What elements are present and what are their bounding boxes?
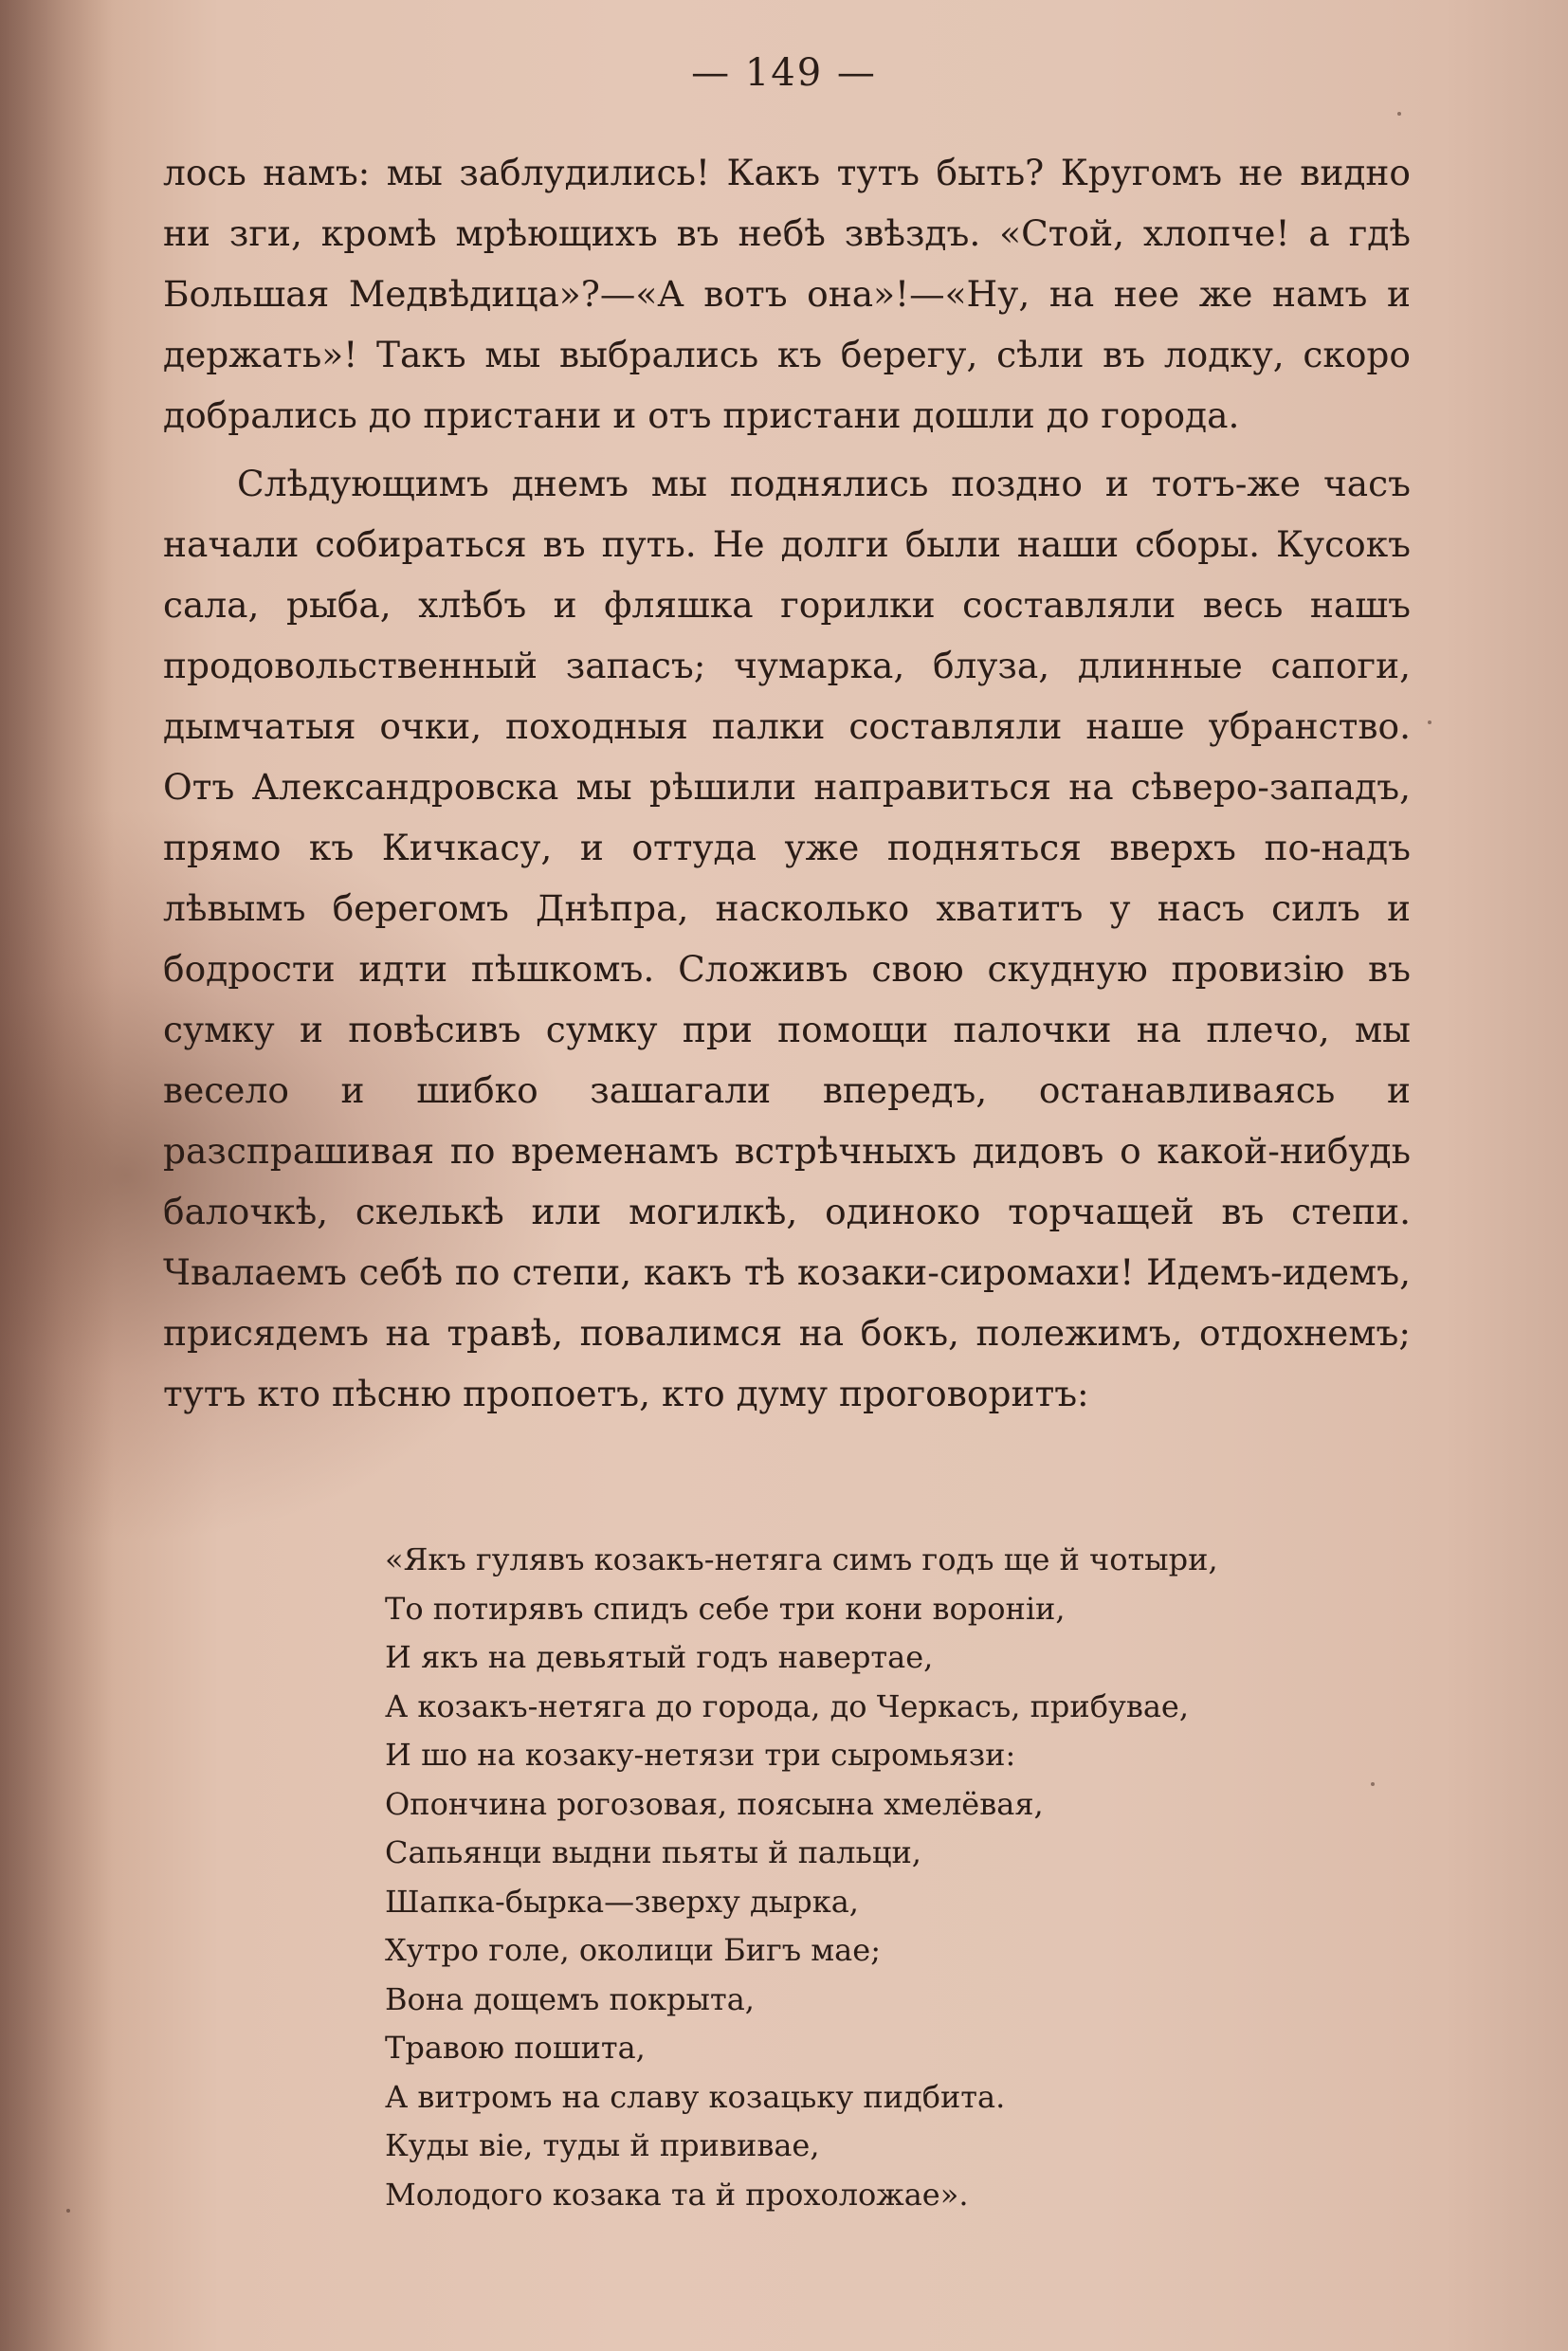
poem-block: [385, 1536, 1428, 2219]
poem-line: А витромъ на славу козацьку пидбита.: [385, 2078, 1006, 2115]
paper-speck: [66, 2209, 70, 2213]
poem-line: То потирявъ спидъ себе три кони воронiи,: [385, 1590, 1066, 1627]
poem-line: И якъ на девьятый годъ навертае,: [385, 1639, 934, 1675]
poem-line: Молодого козака та й прохоложае».: [385, 2176, 969, 2213]
poem-line: Сапьянци выдни пьяты й пальци,: [385, 1834, 921, 1870]
paragraph-journey: Слѣдующимъ днемъ мы поднялись поздно и тотъ-же часъ начали собираться въ путь. Не долги были наши сборы. Кусокъ сала, рыба, хлѣбъ и фляшка горилки составляли весь нашъ продовольственный запасъ; чумарка, блуза, длинные сапоги, дымчатыя очки, походныя палки составляли наше убранство. Отъ Александровска мы рѣшили направиться на сѣверо-западъ, прямо къ Кичкасу, и оттуда уже подняться вверхъ по-надъ лѣвымъ берегомъ Днѣпра, насколько хватитъ у насъ силъ и бодрости идти пѣшкомъ. Сложивъ свою скудную провизiю въ сумку и повѣсивъ сумку при помощи палочки на плечо, мы весело и шибко зашагали впередъ, останавливаясь и разспрашивая по временамъ встрѣчныхъ дидовъ о какой-нибудь балочкѣ, скелькѣ или могилкѣ, одиноко торчащей въ степи. Чвалаемъ себѣ по степи, какъ тѣ козаки-сиромахи! Идемъ-идемъ, присядемъ на травѣ, повалимся на бокъ, полежимъ, отдохнемъ; тутъ кто пѣсню пропоетъ, кто думу проговоритъ:: [163, 463, 1411, 1414]
prose-body: [163, 142, 1411, 1431]
page-number: — 149 —: [691, 51, 877, 95]
spine-shadow: [0, 0, 114, 2351]
poem-line: Шапка-бырка—зверху дырка,: [385, 1883, 859, 1920]
poem-line: Вона дощемъ покрыта,: [385, 1980, 755, 2017]
paper-speck: [1371, 1782, 1375, 1786]
poem-line: «Якъ гулявъ козакъ-нетяга симъ годъ ще й чотыри,: [385, 1541, 1218, 1577]
poem-line: Опончина рогозовая, поясына хмелёвая,: [385, 1785, 1044, 1822]
paragraph-continuation: лось намъ: мы заблудились! Какъ тутъ быть? Кругомъ не видно ни зги, кромѣ мрѣющихъ въ небѣ звѣздъ. «Стой, хлопче! а гдѣ Большая Медвѣдица»?—«А вотъ она»!—«Ну, на нее же намъ и держать»! Такъ мы выбрались къ берегу, сѣли въ лодку, скоро добрались до пристани и отъ пристани дошли до города.: [163, 152, 1411, 436]
poem-line: Травою пошита,: [385, 2030, 646, 2066]
poem-line: И шо на козаку-нетязи три сыромьязи:: [385, 1737, 1016, 1773]
poem-line: Куды вiе, туды й прививае,: [385, 2127, 820, 2163]
paper-speck: [1397, 112, 1401, 116]
poem-line: А козакъ-нетяга до города, до Черкасъ, прибувае,: [385, 1687, 1190, 1724]
paper-speck: [1428, 720, 1431, 724]
poem-line: Хутро голе, околици Бигъ мае;: [385, 1932, 881, 1968]
